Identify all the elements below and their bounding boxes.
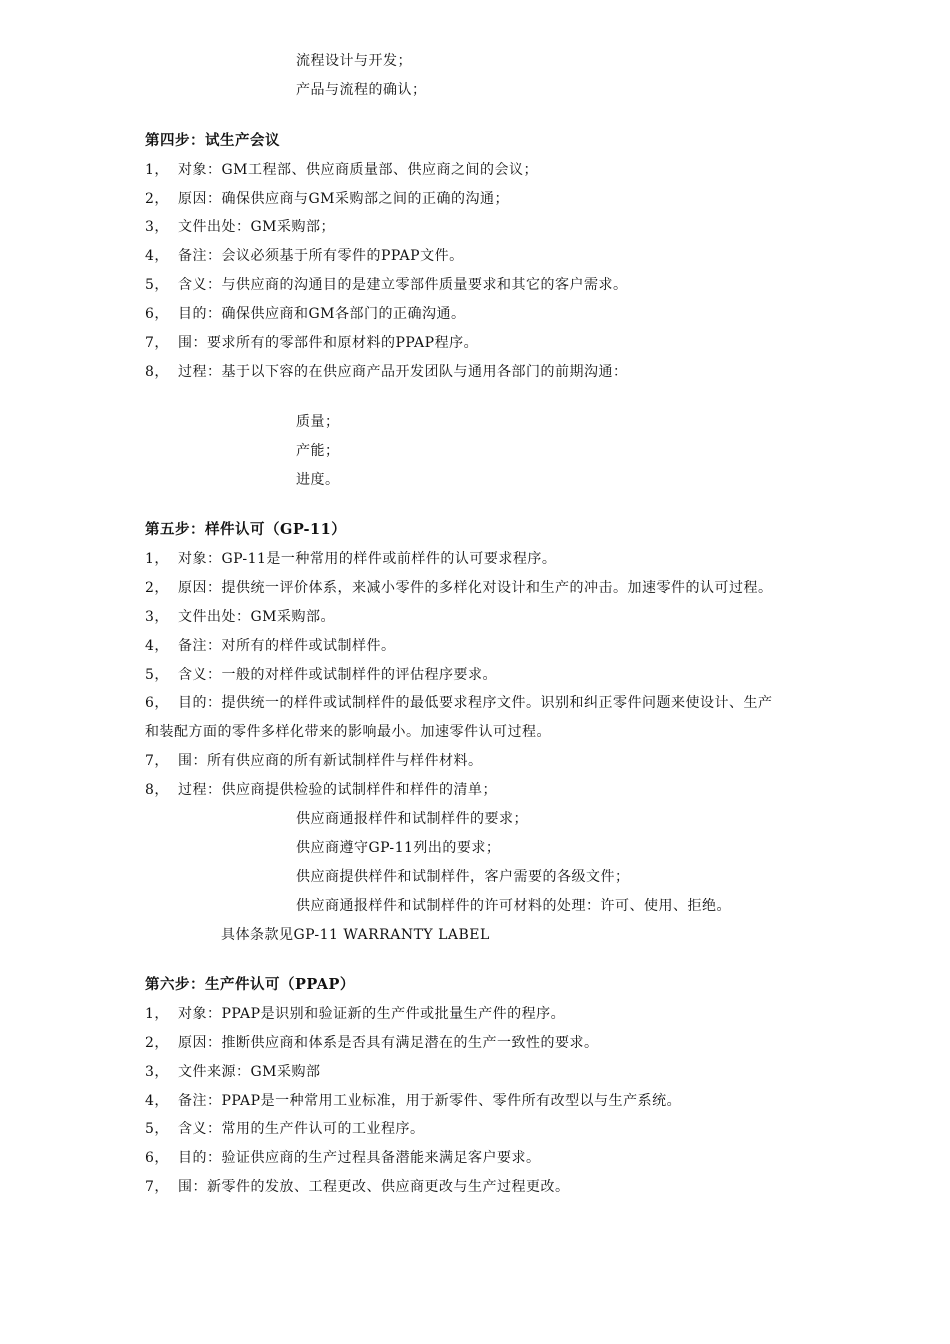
- step6-heading: 第六步：生产件认可（PPAP）: [145, 976, 355, 993]
- item-number: 6，: [145, 306, 169, 322]
- step5-sub-2: 供应商遵守GP-11列出的要求；: [296, 840, 501, 856]
- item-text: 过程：供应商提供检验的试制样件和样件的清单；: [178, 782, 497, 798]
- intro-line-2: 产品与流程的确认；: [296, 82, 427, 98]
- item-number: 5，: [145, 277, 169, 293]
- step5-heading: 第五步：样件认可（GP-11）: [145, 521, 347, 538]
- step4-item-2: [145, 190, 509, 208]
- item-number: 4，: [145, 638, 169, 654]
- item-text: 围：所有供应商的所有新试制样件与样件材料。: [178, 753, 483, 769]
- item-number: 4，: [145, 248, 169, 264]
- item-text: 备注：PPAP是一种常用工业标准，用于新零件、零件所有改型以与生产系统。: [178, 1093, 682, 1109]
- item-text: 含义：与供应商的沟通目的是建立零部件质量要求和其它的客户需求。: [178, 277, 628, 293]
- step5-item-6-continued: 和装配方面的零件多样化带来的影响最小。加速零件认可过程。: [145, 724, 551, 740]
- item-text: 围：要求所有的零部件和原材料的PPAP程序。: [178, 335, 479, 351]
- step4-heading: 第四步：试生产会议: [145, 132, 280, 149]
- step6-item-5: [145, 1120, 425, 1138]
- step4-item-4: [145, 247, 464, 265]
- item-number: 8，: [145, 364, 169, 380]
- item-number: 3，: [145, 1064, 169, 1080]
- item-number: 7，: [145, 1179, 169, 1195]
- step4-item-5: [145, 276, 628, 294]
- item-text: 文件出处：GM采购部；: [178, 219, 336, 235]
- step4-sub-2: 产能；: [296, 443, 340, 459]
- step4-item-7: [145, 334, 478, 352]
- item-number: 2，: [145, 191, 169, 207]
- step6-item-3: [145, 1063, 321, 1081]
- item-number: 3，: [145, 219, 169, 235]
- item-text: 对象：GM工程部、供应商质量部、供应商之间的会议；: [178, 162, 539, 178]
- item-number: 3，: [145, 609, 169, 625]
- step4-item-1: [145, 161, 538, 179]
- step6-item-2: [145, 1034, 599, 1052]
- step5-sub-4: 供应商通报样件和试制样件的许可材料的处理：许可、使用、拒绝。: [296, 898, 731, 914]
- item-text: 围：新零件的发放、工程更改、供应商更改与生产过程更改。: [178, 1179, 570, 1195]
- item-number: 6，: [145, 695, 169, 711]
- step5-item-4: [145, 637, 396, 655]
- item-number: 6，: [145, 1150, 169, 1166]
- step5-note: 具体条款见GP-11 WARRANTY LABEL: [221, 927, 490, 943]
- step4-sub-3: 进度。: [296, 472, 340, 488]
- item-text: 原因：确保供应商与GM采购部之间的正确的沟通；: [178, 191, 510, 207]
- item-text: 原因：提供统一评价体系，来减小零件的多样化对设计和生产的冲击。加速零件的认可过程。: [178, 580, 773, 596]
- item-number: 5，: [145, 1121, 169, 1137]
- item-text: 目的：确保供应商和GM各部门的正确沟通。: [178, 306, 466, 322]
- step4-item-6: [145, 305, 466, 323]
- item-text: 备注：对所有的样件或试制样件。: [178, 638, 396, 654]
- item-number: 1，: [145, 551, 169, 567]
- item-number: 8，: [145, 782, 169, 798]
- step5-sub-1: 供应商通报样件和试制样件的要求；: [296, 811, 528, 827]
- item-number: 2，: [145, 1035, 169, 1051]
- step5-item-3: [145, 608, 335, 626]
- item-number: 4，: [145, 1093, 169, 1109]
- item-number: 7，: [145, 335, 169, 351]
- item-number: 7，: [145, 753, 169, 769]
- item-text: 备注：会议必须基于所有零件的PPAP文件。: [178, 248, 464, 264]
- item-text: 过程：基于以下容的在供应商产品开发团队与通用各部门的前期沟通：: [178, 364, 628, 380]
- item-text: 对象：PPAP是识别和验证新的生产件或批量生产件的程序。: [178, 1006, 566, 1022]
- item-text: 对象：GP-11是一种常用的样件或前样件的认可要求程序。: [178, 551, 557, 567]
- item-number: 1，: [145, 1006, 169, 1022]
- step4-item-8: [145, 363, 628, 381]
- step5-item-2: [145, 579, 773, 597]
- step5-item-6: [145, 694, 773, 712]
- item-number: 5，: [145, 667, 169, 683]
- step6-item-6: [145, 1149, 541, 1167]
- step5-item-5: [145, 666, 497, 684]
- step6-item-4: [145, 1092, 681, 1110]
- item-number: 1，: [145, 162, 169, 178]
- step4-sub-1: 质量；: [296, 414, 340, 430]
- item-text: 文件出处：GM采购部。: [178, 609, 336, 625]
- item-text: 目的：提供统一的样件或试制样件的最低要求程序文件。识别和纠正零件问题来使设计、生产: [178, 695, 773, 711]
- item-text: 目的：验证供应商的生产过程具备潜能来满足客户要求。: [178, 1150, 541, 1166]
- step5-sub-3: 供应商提供样件和试制样件，客户需要的各级文件；: [296, 869, 630, 885]
- intro-line-1: 流程设计与开发；: [296, 53, 412, 69]
- item-text: 含义：一般的对样件或试制样件的评估程序要求。: [178, 667, 497, 683]
- step5-item-8: [145, 781, 497, 799]
- item-text: 文件来源：GM采购部: [178, 1064, 321, 1080]
- step4-item-3: [145, 218, 335, 236]
- step6-item-7: [145, 1178, 570, 1196]
- step6-item-1: [145, 1005, 565, 1023]
- item-text: 含义：常用的生产件认可的工业程序。: [178, 1121, 425, 1137]
- item-text: 原因：推断供应商和体系是否具有满足潜在的生产一致性的要求。: [178, 1035, 599, 1051]
- item-number: 2，: [145, 580, 169, 596]
- step5-item-7: [145, 752, 483, 770]
- step5-item-1: [145, 550, 556, 568]
